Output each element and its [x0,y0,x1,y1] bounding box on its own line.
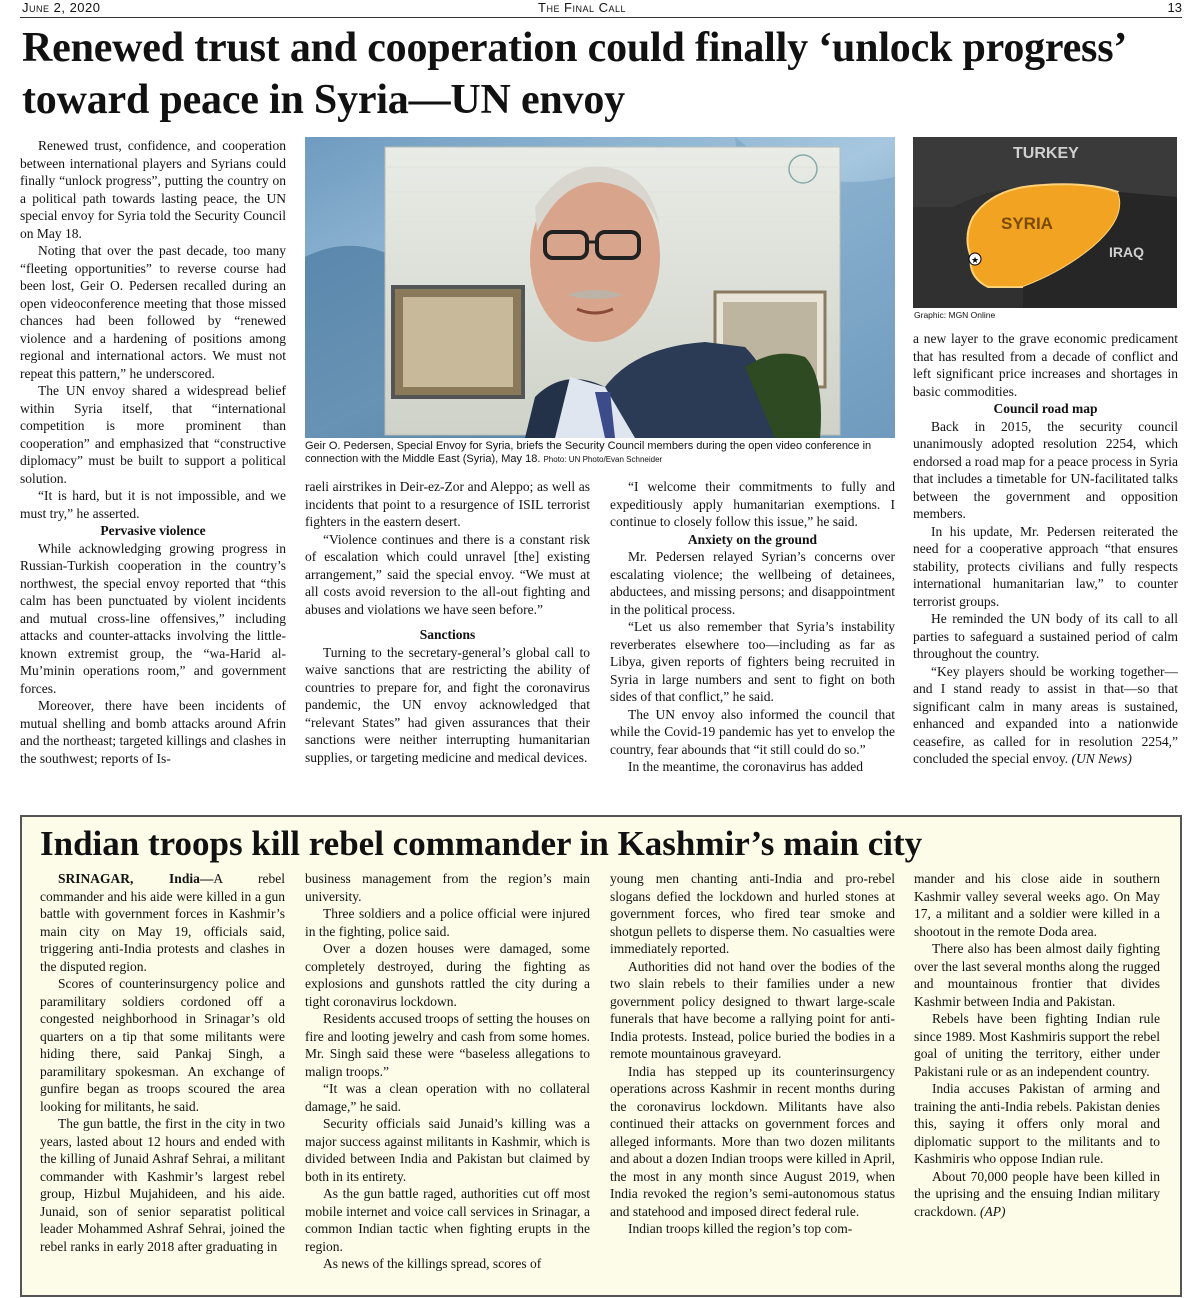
paragraph: As news of the killings spread, scores of [323,1256,542,1271]
paragraph: Moreover, there have been incidents of mutual shelling and bomb attacks around Afrin and the northeast; targeted killings and clashes in the southwest; reports of Is- [20,698,286,766]
paragraph: a new layer to the grave economic predicament that has resulted from a decade of conflict and left significant price increases and shortages in basic commodities. [913,331,1178,399]
syria-map [913,137,1177,308]
paragraph: Back in 2015, the security council unanimously adopted resolution 2254, which endorsed a road map for a peace process in Syria that includes a timetable for UN-facilitated talks between the government and opposition members. [913,418,1178,521]
story1-column-2 [305,478,590,766]
story1-headline: Renewed trust and cooperation could finally ‘unlock progress’ toward peace in Syria—UN envoy [22,25,1125,123]
paragraph: He reminded the UN body of its call to all parties to safeguard a sustained period of calm throughout the country. [913,611,1178,661]
paragraph: Over a dozen houses were damaged, some completely destroyed, during the fighting as explosions and gunshots rattled the city during a tight coronavirus lockdown. [305,941,590,1009]
paragraph: Authorities did not hand over the bodies of the two slain rebels to their families under a new government policy designed to thwart large-scale funerals that have become a rallying point for anti-India protests. Instead, police buried the bodies in a remote mountainous graveyard. [610,958,895,1061]
paragraph: In his update, Mr. Pedersen reiterated the need for a cooperative approach “that ensures stability, protects civilians and fully respects international humanitarian law,” to counter terrorist groups. [913,523,1178,609]
paragraph: In the meantime, the coronavirus has added [628,759,864,774]
dateline: SRINAGAR, India— [58,871,214,886]
envoy-photo-illustration [305,137,895,438]
paragraph-text: “Key players should be working together—and I stand ready to assist in that—so that significant calm in many areas is sustained, enhanced and expanded into a nationwide ceasefire, as called for in resolution 2254,” concluded the special envoy. [913,663,1178,766]
paragraph: “Violence continues and there is a constant risk of escalation which could unravel [the] existing arrangement,” said the special envoy. “We must at all costs avoid reversion to the all-out fighting and abuses and violations we have seen before.” [305,531,590,617]
paragraph: business management from the region’s main university. [305,871,590,904]
story1-column-3 [610,478,895,776]
paragraph: There also has been almost daily fighting over the last several months along the rugged and mountainous frontier that divides Kashmir between India and Pakistan. [914,941,1160,1009]
paragraph: The gun battle, the first in the city in two years, lasted about 12 hours and ended with the killing of Junaid Ashraf Sehrai, a militant commander with Kashmir’s largest rebel group, Hizbul Mujahideen, and his aide. Junaid, son of senior separatist political leader Mohammed Ashraf Sehrai, joined the rebel ranks in early 2018 after graduating in [40,1116,285,1254]
issue-date: June 2, 2020 [22,0,101,15]
paragraph [914,1168,1160,1221]
paragraph: “I welcome their commitments to fully and expeditiously apply humanitarian exemptions. I continue to closely follow this issue,” he said. [610,479,895,529]
story2-headline: Indian troops kill rebel commander in Kashmir’s main city [40,824,923,863]
publication-name: The Final Call [538,0,627,15]
paragraph: Residents accused troops of setting the houses on fire and looting jewelry and cash from some homes. Mr. Singh said these were “baseless allegations to malign troops.” [305,1011,590,1079]
subheading: Pervasive violence [100,523,206,538]
paragraph [913,663,1178,768]
paragraph: Noting that over the past decade, too many “fleeting opportunities” to reverse course had been lost, Geir O. Pedersen recalled during an open videoconference meeting that those missed chances had been followed by “renewed violence and a hardening of positions among regional and international actors. We must not repeat this pattern,” he underscored. [20,243,286,381]
paragraph: Mr. Pedersen relayed Syrian’s concerns over escalating violence; the wellbeing of detainees, abductees, and missing persons; and disappointment in the political process. [610,549,895,617]
subheading: Sanctions [419,627,476,642]
paragraph: raeli airstrikes in Deir-ez-Zor and Aleppo; as well as incidents that point to a resurgence of ISIL terrorist fighters in the eastern desert. [305,479,590,529]
paragraph: Indian troops killed the region’s top com- [628,1221,853,1236]
paragraph: India has stepped up its counterinsurgency operations across Kashmir in recent months during the coronavirus lockdown. Militants have also continued their attacks on government forces and alleged informants. More than two dozen militants and about a dozen Indian troops were killed in April, the most in any month since August 2019, when India revoked the region’s semi-autonomous status and statehood and imposed direct federal rule. [610,1063,895,1219]
subheading: Council road map [993,401,1098,416]
paragraph: While acknowledging growing progress in Russian-Turkish cooperation in the country’s northwest, the special envoy reported that “this calm has been punctuated by violent incidents and mutual cross-line offensives,” including attacks and counter-attacks involving the little-known extremist group, the “wa-Harid al-Mu’minin operations room,” and government forces. [20,540,286,696]
paragraph: The UN envoy shared a widespread belief within Syria itself, that “international competition is more prominent than cooperation” and emphasized that “constructive diplomacy” must be built to support a political solution. [20,383,286,486]
paragraph: “Let us also remember that Syria’s instability reverberates elsewhere too—including as far as Libya, given reports of fighters being recruited in Syria in large numbers and sent to fight on both sides of that conflict,” he said. [610,619,895,704]
story1-column-4 [913,330,1178,768]
source-credit: (UN News) [1071,751,1132,766]
paragraph: Turning to the secretary-general’s global call to waive sanctions that are restricting the ability of countries to prepare for, and fight the coronavirus pandemic, the UN envoy acknowledged that “relevant States” had given assurances that their sanctions were neither interrupting humanitarian supplies, or targeting medicine and medical devices. [305,644,590,765]
envoy-photo [305,137,895,438]
map-label-turkey: TURKEY [1013,145,1079,162]
paragraph: Scores of counterinsurgency police and paramilitary soldiers cordoned off a congested neighborhood in Srinagar’s old quarters on a tip that some militants were hiding there, said Pankaj Singh, a paramilitary spokesman. An exchange of gunfire began as troops scoured the area looking for militants, he said. [40,976,285,1114]
story2-column-4 [914,870,1160,1220]
story2-column-3 [610,870,895,1238]
map-label-iraq: IRAQ [1109,244,1144,260]
photo-caption-text: Geir O. Pedersen, Special Envoy for Syria, briefs the Security Council members during the open video conference in connection with the Middle East (Syria), May 18. [305,440,872,465]
paragraph: mander and his close aide in southern Kashmir valley several weeks ago. On May 17, a militant and a soldier were killed in a shootout in the remote Doda area. [914,871,1160,939]
subheading: Anxiety on the ground [687,531,818,547]
paragraph: India accuses Pakistan of arming and training the anti-India rebels. Pakistan denies this, saying it offers only moral and diplomatic support to the militants and to Kashmiris who oppose Indian rule. [914,1081,1160,1166]
story2-column-1 [40,870,285,1255]
header-rule [20,17,1182,18]
svg-text:★: ★ [970,256,980,266]
paragraph: “It was a clean operation with no collateral damage,” he said. [305,1081,590,1114]
paragraph: Three soldiers and a police official were injured in the fighting, police said. [305,906,590,939]
paragraph-text: About 70,000 people have been killed in the uprising and the ensuing Indian military crackdown. [914,1168,1160,1219]
paragraph: Security officials said Junaid’s killing was a major success against militants in Kashmir, which is divided between India and Pakistan but claimed by both in its entirety. [305,1116,590,1184]
paragraph: young men chanting anti-India and pro-rebel slogans defied the lockdown and hurled stones at government forces, who fired tear smoke and shotgun pellets to disperse them. No casualties were immediately reported. [610,871,895,956]
paragraph-text: A rebel commander and his aide were killed in a gun battle with government forces in Kashmir’s main city on May 19, officials said, triggering anti-India protests and clashes in the disputed region. [40,871,285,974]
map-label-syria: SYRIA [1001,214,1053,233]
story2-column-2 [305,870,590,1273]
source-credit: (AP) [979,1203,1006,1219]
paragraph: Rebels have been fighting Indian rule since 1989. Most Kashmiris support the rebel goal of uniting the territory, either under Pakistani rule or as an independent country. [914,1011,1160,1079]
paragraph: Renewed trust, confidence, and cooperation between international players and Syrians could finally “unlock progress”, putting the country on a political path towards lasting peace, the UN special envoy for Syria told the Security Council on May 18. [20,138,286,241]
story1-column-1 [20,137,286,767]
photo-caption [305,440,900,466]
syria-map-illustration [913,137,1177,308]
map-credit: Graphic: MGN Online [914,310,996,320]
paragraph: “It is hard, but it is not impossible, and we must try,” he asserted. [20,488,286,521]
photo-credit: Photo: UN Photo/Evan Schneider [543,455,663,464]
paragraph: The UN envoy also informed the council that while the Covid-19 pandemic has yet to envelop the country, fear abounds that “it still could do so.” [610,706,895,757]
page-header [0,0,1200,18]
paragraph: As the gun battle raged, authorities cut off most mobile internet and voice call services in Srinagar, a common Indian tactic when fighting erupts in the region. [305,1186,590,1254]
page-number: 13 [1167,0,1182,15]
